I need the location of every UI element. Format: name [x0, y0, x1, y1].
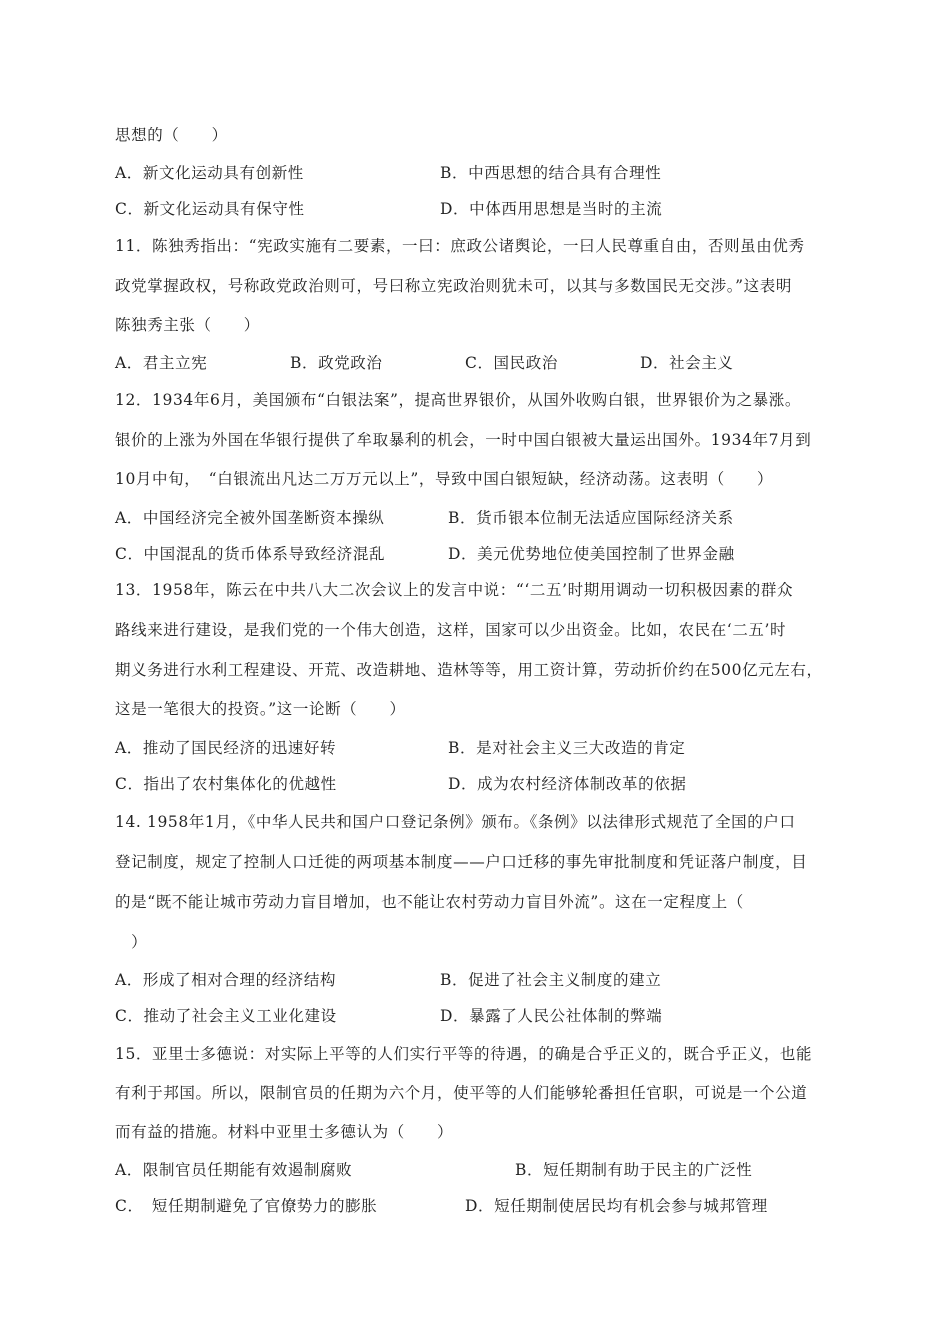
- q13-stem-line-1: 13．1958年，陈云在中共八大二次会议上的发言中说：“‘二五’时期用调动一切积极因素的群众: [115, 581, 794, 599]
- q10-option-a[interactable]: A．新文化运动具有创新性: [115, 164, 304, 182]
- q11-option-c[interactable]: C．国民政治: [465, 354, 558, 372]
- q11-stem-line-1: 11．陈独秀指出：“宪政实施有二要素，一曰：庶政公诸舆论，一曰人民尊重自由，否则虽由优秀: [115, 237, 805, 255]
- q14-stem-line-2: 登记制度，规定了控制人口迁徙的两项基本制度——户口迁移的事先审批制度和凭证落户制度，目: [115, 853, 808, 871]
- q15-stem-line-1: 15．亚里士多德说：对实际上平等的人们实行平等的待遇，的确是合乎正义的，既合乎正义，也能: [115, 1045, 813, 1063]
- q14-option-b[interactable]: B．促进了社会主义制度的建立: [440, 971, 662, 989]
- q11-stem-line-3: 陈独秀主张（ ）: [115, 316, 260, 334]
- q15-option-a[interactable]: A．限制官员任期能有效遏制腐败: [115, 1161, 353, 1179]
- q14-stem-line-1: 14. 1958年1月，《中华人民共和国户口登记条例》颁布。《条例》以法律形式规范了全国的户口: [115, 813, 796, 831]
- q10-option-b[interactable]: B．中西思想的结合具有合理性: [440, 164, 662, 182]
- q15-stem-line-3: 而有益的措施。材料中亚里士多德认为（ ）: [115, 1123, 454, 1141]
- q13-option-d[interactable]: D．成为农村经济体制改革的依据: [448, 775, 687, 793]
- q14-option-a[interactable]: A．形成了相对合理的经济结构: [115, 971, 337, 989]
- q12-option-a[interactable]: A．中国经济完全被外国垄断资本操纵: [115, 509, 385, 527]
- q11-stem-line-2: 政党掌握政权，号称政党政治则可，号曰称立宪政治则犹未可，以其与多数国民无交涉。”这表明: [115, 277, 792, 295]
- q13-stem-line-3: 期义务进行水利工程建设、开荒、改造耕地、造林等等，用工资计算，劳动折价约在500亿元左右，: [115, 661, 823, 679]
- q10-option-d[interactable]: D．中体西用思想是当时的主流: [440, 200, 663, 218]
- q15-option-c[interactable]: C． 短任期制避免了官僚势力的膨胀: [115, 1197, 378, 1215]
- q15-stem-line-2: 有利于邦国。所以，限制官员的任期为六个月，使平等的人们能够轮番担任官职，可说是一个公道: [115, 1084, 808, 1102]
- q12-option-b[interactable]: B．货币银本位制无法适应国际经济关系: [448, 509, 734, 527]
- q13-option-c[interactable]: C．指出了农村集体化的优越性: [115, 775, 337, 793]
- q13-stem-line-4: 这是一笔很大的投资。”这一论断（ ）: [115, 700, 406, 718]
- q13-option-a[interactable]: A．推动了国民经济的迅速好转: [115, 739, 337, 757]
- q12-option-d[interactable]: D．美元优势地位使美国控制了世界金融: [448, 545, 735, 563]
- q13-stem-line-2: 路线来进行建设，是我们党的一个伟大创造，这样，国家可以少出资金。比如，农民在‘二五’时: [115, 621, 787, 639]
- q15-option-b[interactable]: B．短任期制有助于民主的广泛性: [515, 1161, 753, 1179]
- q13-option-b[interactable]: B．是对社会主义三大改造的肯定: [448, 739, 686, 757]
- q14-option-c[interactable]: C．推动了社会主义工业化建设: [115, 1007, 337, 1025]
- q10-stem-tail: 思想的（ ）: [115, 126, 228, 144]
- q14-stem-line-3: 的是“既不能让城市劳动力盲目增加，也不能让农村劳动力盲目外流”。这在一定程度上（: [115, 893, 744, 911]
- q10-option-c[interactable]: C．新文化运动具有保守性: [115, 200, 305, 218]
- q12-stem-line-2: 银价的上涨为外国在华银行提供了牟取暴利的机会，一时中国白银被大量运出国外。1934年7月到: [115, 431, 812, 449]
- q15-option-d[interactable]: D．短任期制使居民均有机会参与城邦管理: [465, 1197, 768, 1215]
- q12-option-c[interactable]: C．中国混乱的货币体系导致经济混乱: [115, 545, 386, 563]
- q14-option-d[interactable]: D．暴露了人民公社体制的弊端: [440, 1007, 663, 1025]
- q14-stem-line-4: ）: [115, 933, 148, 951]
- q12-stem-line-1: 12．1934年6月，美国颁布“白银法案”，提高世界银价，从国外收购白银，世界银价为之暴涨。: [115, 391, 801, 409]
- q11-option-d[interactable]: D．社会主义: [640, 354, 734, 372]
- q11-option-a[interactable]: A．君主立宪: [115, 354, 208, 372]
- q12-stem-line-3: 10月中旬， “白银流出凡达二万万元以上”，导致中国白银短缺，经济动荡。这表明（ ）: [115, 470, 774, 488]
- q11-option-b[interactable]: B．政党政治: [290, 354, 383, 372]
